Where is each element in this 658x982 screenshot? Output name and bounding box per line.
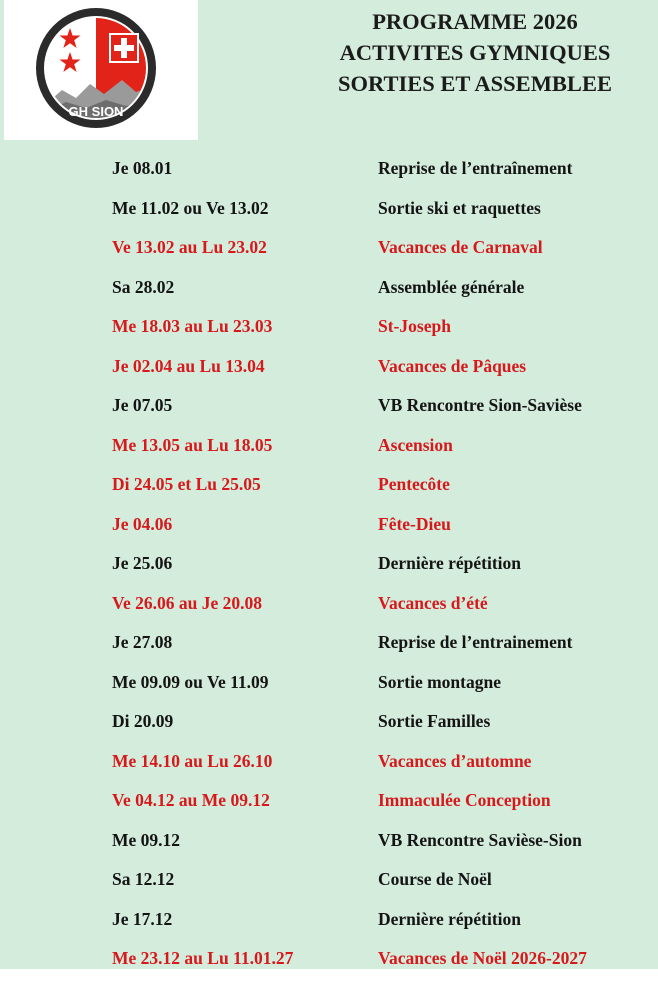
event-label: Reprise de l’entrainement [378,632,573,652]
event-row [0,942,658,982]
event-row [0,745,658,785]
event-row [0,824,658,864]
event-label: Sortie ski et raquettes [378,197,541,218]
logo-area [4,0,198,140]
event-row [0,468,658,508]
event-label: Fête-Dieu [378,513,451,534]
event-label: Sortie montagne [378,671,501,692]
event-label: Dernière répétition [378,553,522,573]
event-date: Ve 04.12 au Me 09.12 [112,790,270,810]
event-date: Ve 26.06 au Je 20.08 [112,592,263,613]
event-date: Me 11.02 ou Ve 13.02 [112,197,269,218]
event-label: Vacances de Noël 2026-2027 [378,948,587,968]
event-row [0,903,658,943]
event-row [0,784,658,824]
event-date: Me 09.12 [112,829,181,850]
event-row [0,547,658,587]
event-row [0,231,658,271]
event-date: Me 23.12 au Lu 11.01.27 [112,948,294,968]
event-row [0,626,658,666]
event-date: Je 08.01 [112,158,173,178]
event-row [0,508,658,548]
event-date: Je 25.06 [112,553,173,573]
event-date: Me 14.10 au Lu 26.10 [112,750,273,771]
event-label: Vacances de Carnaval [378,237,543,257]
events-list [0,152,658,982]
event-label: Reprise de l’entraînement [378,158,573,178]
title-line: PROGRAMME 2026 [372,9,578,34]
event-date: Je 07.05 [112,395,173,415]
event-row [0,705,658,745]
event-row [0,152,658,192]
page-title [290,6,658,99]
event-row [0,192,658,232]
event-label: St-Joseph [378,316,451,336]
event-row [0,863,658,903]
event-label: Vacances d’automne [378,750,532,771]
logo-text: GH SION [68,104,124,119]
event-label: Dernière répétition [378,908,522,929]
event-date: Di 24.05 et Lu 25.05 [112,474,261,494]
event-label: Immaculée Conception [378,790,551,810]
event-row [0,429,658,469]
event-label: Sortie Familles [378,711,491,731]
swiss-cross-icon [110,34,138,62]
event-label: VB Rencontre Savièse-Sion [378,829,582,850]
event-date: Ve 13.02 au Lu 23.02 [112,237,267,257]
event-date: Sa 12.12 [112,869,175,889]
event-date: Je 02.04 au Lu 13.04 [112,355,265,376]
event-row [0,587,658,627]
event-row [0,666,658,706]
event-label: Course de Noël [378,869,492,889]
event-date: Di 20.09 [112,711,174,731]
event-date: Je 04.06 [112,513,173,534]
event-label: VB Rencontre Sion-Savièse [378,395,582,415]
event-label: Vacances d’été [378,592,488,613]
event-date: Me 18.03 au Lu 23.03 [112,316,273,336]
event-date: Me 09.09 ou Ve 11.09 [112,671,269,692]
event-label: Vacances de Pâques [378,355,527,376]
event-row [0,271,658,311]
event-row [0,310,658,350]
title-line: SORTIES ET ASSEMBLEE [338,71,612,96]
event-label: Assemblée générale [378,276,525,297]
event-date: Sa 28.02 [112,276,175,297]
event-date: Me 13.05 au Lu 18.05 [112,434,273,455]
gh-sion-logo [26,4,166,132]
event-label: Pentecôte [378,474,450,494]
event-label: Ascension [378,434,453,455]
title-line: ACTIVITES GYMNIQUES [339,40,611,65]
event-row [0,389,658,429]
event-row [0,350,658,390]
event-date: Je 27.08 [112,632,173,652]
event-date: Je 17.12 [112,908,173,929]
